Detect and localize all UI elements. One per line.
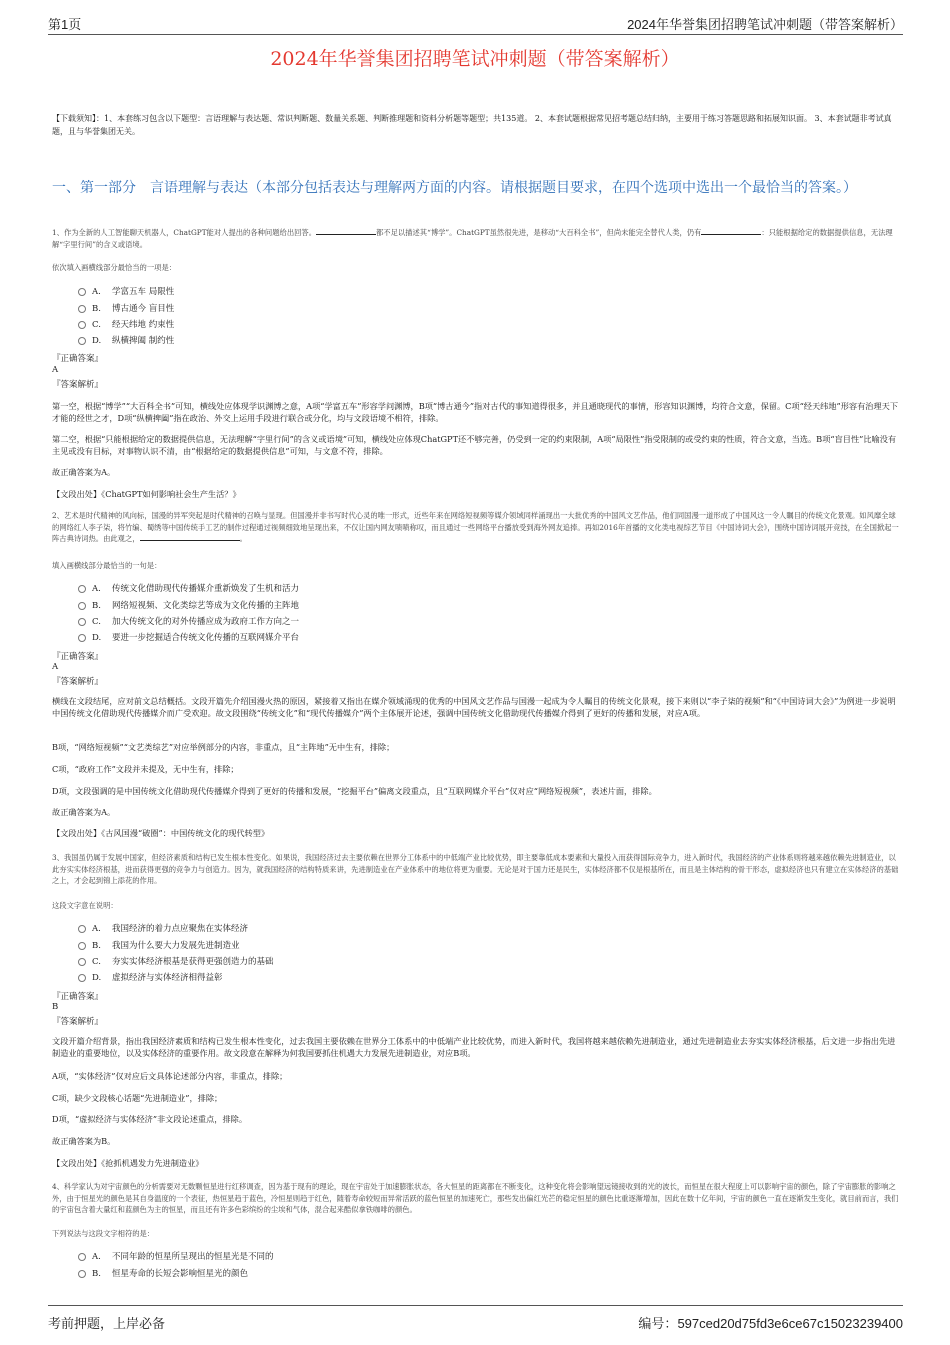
analysis-paragraph: A项，“实体经济”仅对应后文具体论述部分内容，非重点，排除；	[52, 1071, 288, 1081]
blank	[701, 228, 761, 235]
option-a[interactable]: A. 我国经济的着力点应聚焦在实体经济	[78, 922, 248, 934]
question-2-stem: 2、艺术是时代精神的风向标，国漫的异军突起是时代精神的召唤与显现。但国漫并非书写时代心灵的唯一形式，近些年来在网络短视频等媒介领域同样涌现出一大批优秀的中国风文艺作品，他们同国漫一道形成了中国风这一令人瞩目的传统文化景观。如风靡全球的网络红人李子柒，将竹编、蜀绣等中国传统手工艺的制作过程通过视频细致地呈现出来，不仅让国内网友啧啧称叹，而且通过一些网络平台播放受到海外网友追捧。再如2016年首播的文化类电视综艺节目《中国诗词大会》，围绕中国诗词展开竞技，在全国掀起一阵古典诗词热。由此观之， 。	[52, 511, 899, 543]
answer-value: A	[52, 365, 59, 375]
question-4-stem: 4、科学家认为对宇宙颜色的分析需要对无数颗恒星进行红移调查，因为基于现有的理论，现在宇宙处于加速膨胀状态，各大恒星的距离都在不断变化，这种变化将会影响望远镜接收到的光的波长，而恒星在很大程度上可以影响宇宙的颜色，除了宇宙膨胀的影响之外，由于恒星光的颜色是其自身温度的一个表征，热恒星趋于蓝色，冷恒星则趋于红色，随着寿命较短而异常活跃的蓝色恒星的加速死亡，那些发出偏红光芒的稳定恒星的颜色比重逐渐增加，因此在数十亿年间，宇宙的颜色一直在逐渐发生变化，就目前而言，我们的宇宙包含着大量红和蓝颜色为主的恒星，而且还有许多色彩缤纷的尘埃和气体，混合起来酷似拿铁咖啡的颜色。	[52, 1182, 899, 1214]
option-c[interactable]: C. 夯实实体经济根基是获得更强创造力的基础	[78, 955, 274, 967]
option-b[interactable]: B. 博古通今 盲目性	[78, 302, 174, 314]
analysis-label: 『答案解析』	[52, 380, 104, 390]
radio-icon[interactable]	[78, 1253, 86, 1261]
radio-icon[interactable]	[78, 958, 86, 966]
page-title: 2024年华誉集团招聘笔试冲刺题（带答案解析）	[270, 48, 680, 70]
header-rule	[48, 34, 903, 35]
header-doc-title: 2024年华誉集团招聘笔试冲刺题（带答案解析）	[627, 17, 903, 32]
option-a[interactable]: A. 学富五车 局限性	[78, 285, 174, 297]
analysis-paragraph: 横线在文段结尾，应对前文总结概括。文段开篇先介绍国漫火热的原因，紧接着又指出在媒介领域涌现的优秀的中国风文艺作品与国漫一起成为令人瞩目的传统文化景观，接下来则以“李子柒的视频”和“《中国诗词大会》”为例进一步说明中国传统文化借助现代传播媒介而广受欢迎。故文段围绕“传统文化”和“现代传播媒介”两个主体展开论述，强调中国传统文化借助现代传播媒介得到了更好的传播和发展，对应A项。	[52, 696, 896, 718]
answer-label: 『正确答案』	[52, 652, 104, 662]
source-citation: 【文段出处】《古风国漫“破圈”：中国传统文化的现代转型》	[52, 828, 270, 838]
footer-code: 编号：597ced20d75fd3e6ce67c15023239400	[638, 1316, 903, 1331]
radio-icon[interactable]	[78, 925, 86, 933]
answer-value: B	[52, 1002, 59, 1012]
analysis-label: 『答案解析』	[52, 677, 104, 687]
option-a[interactable]: A. 传统文化借助现代传播媒介重新焕发了生机和活力	[78, 582, 299, 594]
page-number: 第1页	[48, 17, 82, 32]
radio-icon[interactable]	[78, 1270, 86, 1278]
footer-slogan: 考前押题，上岸必备	[48, 1316, 166, 1331]
option-d[interactable]: D. 纵横捭阖 制约性	[78, 334, 174, 346]
analysis-paragraph: B项，“网络短视频”“文艺类综艺”对应举例部分的内容，非重点，且“主阵地”无中生有，排除；	[52, 742, 395, 752]
answer-label: 『正确答案』	[52, 992, 104, 1002]
question-2-prompt: 填入画横线部分最恰当的一句是：	[52, 561, 162, 570]
radio-icon[interactable]	[78, 974, 86, 982]
radio-icon[interactable]	[78, 321, 86, 329]
download-notice: 【下载须知】：1、本套练习包含以下题型：言语理解与表达题、常识判断题、数量关系题、判断推理题和资料分析题等题型；共135道。 2、本套试题根据常见招考题总结归纳，主要用于练习答题思路和拓展知识面。 3、本套试题非考试真题，且与华誉集团无关。	[52, 114, 892, 136]
radio-icon[interactable]	[78, 602, 86, 610]
analysis-label: 『答案解析』	[52, 1017, 104, 1027]
source-citation: 【文段出处】《抢抓机遇发力先进制造业》	[52, 1158, 204, 1168]
radio-icon[interactable]	[78, 288, 86, 296]
question-1-prompt: 依次填入画横线部分最恰当的一项是：	[52, 263, 177, 272]
radio-icon[interactable]	[78, 634, 86, 642]
option-b[interactable]: B. 恒星寿命的长短会影响恒星光的颜色	[78, 1267, 248, 1279]
footer-rule	[48, 1305, 903, 1306]
analysis-paragraph: 文段开篇介绍背景，指出我国经济素质和结构已发生根本性变化，过去我国主要依赖在世界分工体系中的中低端产业比较优势，而进入新时代，我国将越来越依赖先进制造业，通过先进制造业去夯实实体经济根基，后文进一步指出先进制造业的重要地位，以及实体经济的重要作用。故文段意在解释为何我国要抓住机遇大力发展先进制造业，对应B项。	[52, 1036, 896, 1058]
analysis-paragraph: 第二空，根据“只能根据给定的数据提供信息，无法理解“字里行间”的含义或语境”可知，横线处应体现ChatGPT还不够完善，仍受到一定的约束限制，A项“局限性”指受限制的或受约束的性质，符合文意，当选。B项“盲目性”比喻没有主见或没有目标，对事物认识不清，由“根据给定的数据提供信息”可知，与文意不符，排除。	[52, 434, 897, 456]
radio-icon[interactable]	[78, 337, 86, 345]
option-d[interactable]: D. 要进一步挖掘适合传统文化传播的互联网媒介平台	[78, 631, 299, 643]
radio-icon[interactable]	[78, 942, 86, 950]
question-1-stem: 1、作为全新的人工智能聊天机器人，ChatGPT能对人提出的各种问题给出回答。 都不足以描述其“博学”。ChatGPT虽然很先进，是移动“大百科全书”，但尚未能完全替代人类，仍有 ：只能根据给定的数据提供信息，无法理解“字里行间”的含义或语境。	[52, 228, 893, 249]
option-c[interactable]: C. 加大传统文化的对外传播应成为政府工作方向之一	[78, 615, 299, 627]
option-c[interactable]: C. 经天纬地 约束性	[78, 318, 174, 330]
analysis-conclusion: 故正确答案为B。	[52, 1136, 116, 1146]
question-4-prompt: 下列说法与这段文字相符的是：	[52, 1229, 155, 1238]
radio-icon[interactable]	[78, 305, 86, 313]
analysis-paragraph: D项，“虚拟经济与实体经济”非文段论述重点，排除。	[52, 1114, 248, 1124]
question-3-stem: 3、我国虽仍属于发展中国家，但经济素质和结构已发生根本性变化。如果说，我国经济过去主要依赖在世界分工体系中的中低端产业比较优势，即主要靠低成本要素和大量投入而获得国际竞争力，进入新时代，我国经济的产业体系则将越来越依赖先进制造业，以此夯实实体经济根基，进而获得更强的竞争力与创造力。因为，就我国经济的结构特质来讲，先进制造业在产业体系中的地位将更为重要。无论是对于国力还是民生，实体经济都不仅是根基所在，而且是主体结构的骨干形态，虚拟经济也只有建立在实体经济的基础之上，才会起到锦上添花的作用。	[52, 853, 899, 885]
blank	[140, 534, 240, 541]
analysis-paragraph: C项，缺少文段核心话题“先进制造业”，排除；	[52, 1093, 223, 1103]
radio-icon[interactable]	[78, 618, 86, 626]
option-b[interactable]: B. 我国为什么要大力发展先进制造业	[78, 939, 240, 951]
option-b[interactable]: B. 网络短视频、文化类综艺等成为文化传播的主阵地	[78, 599, 299, 611]
question-3-prompt: 这段文字意在说明：	[52, 901, 118, 910]
analysis-paragraph: C项，“政府工作”文段并未提及，无中生有，排除；	[52, 764, 239, 774]
option-a[interactable]: A. 不同年龄的恒星所呈现出的恒星光是不同的	[78, 1250, 274, 1262]
analysis-conclusion: 故正确答案为A。	[52, 467, 116, 477]
option-d[interactable]: D. 虚拟经济与实体经济相得益彰	[78, 971, 223, 983]
radio-icon[interactable]	[78, 585, 86, 593]
section-heading: 一、第一部分 言语理解与表达（本部分包括表达与理解两方面的内容。请根据题目要求，在四个选项中选出一个最恰当的答案。）	[52, 180, 857, 196]
analysis-paragraph: 第一空，根据“博学”“大百科全书”可知，横线处应体现学识渊博之意，A项“学富五车”形容学问渊博，B项“博古通今”指对古代的事知道得很多，并且通晓现代的事情，形容知识渊博，均符合文意，保留。C项“经天纬地”形容有治理天下才能的经世之才，D项“纵横捭阖”指在政治、外交上运用手段进行联合或分化，均与文段语境不相符，排除。	[52, 401, 899, 423]
answer-value: A	[52, 662, 59, 672]
answer-label: 『正确答案』	[52, 354, 104, 364]
blank	[316, 228, 376, 235]
analysis-conclusion: 故正确答案为A。	[52, 807, 116, 817]
source-citation: 【文段出处】《ChatGPT如何影响社会生产生活？》	[52, 489, 241, 499]
analysis-paragraph: D项，文段强调的是中国传统文化借助现代传播媒介得到了更好的传播和发展，“挖掘平台”偏离文段重点，且“互联网媒介平台”仅对应“网络短视频”，表述片面，排除。	[52, 786, 657, 796]
